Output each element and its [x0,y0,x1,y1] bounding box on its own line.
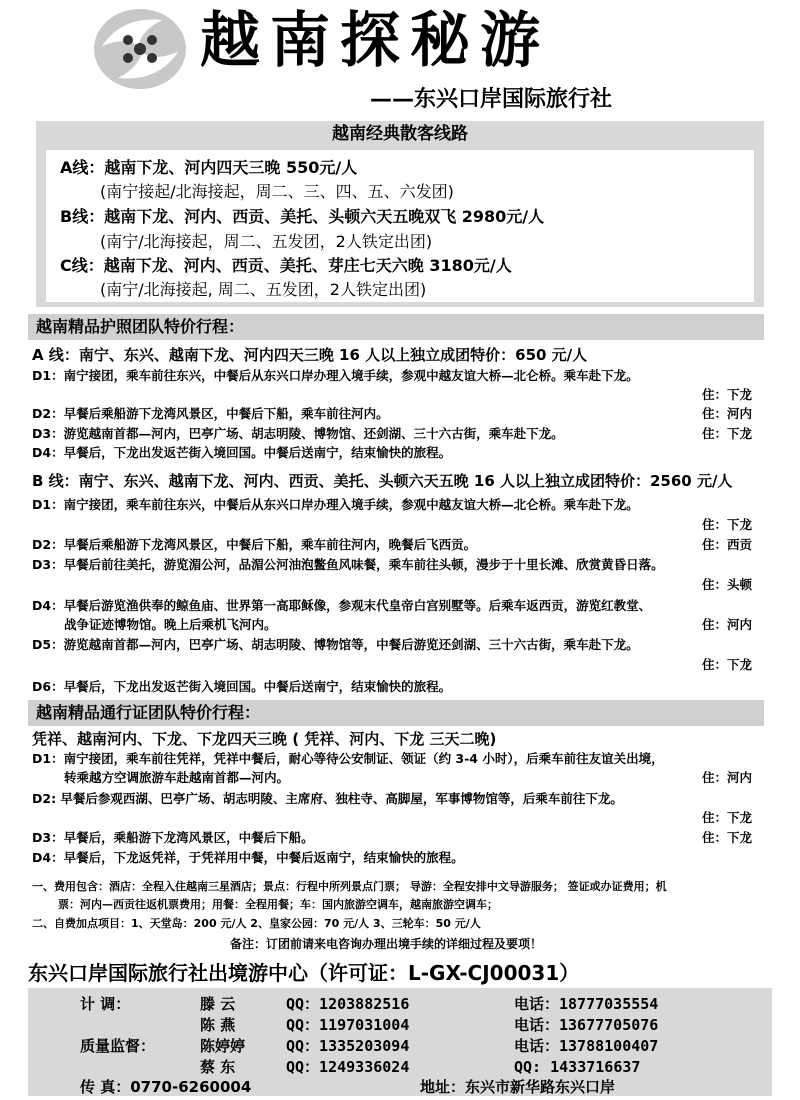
footer-title: 东兴口岸国际旅行社出境游中心（许可证：L-GX-CJ00031） [28,961,580,985]
contact-qq: QQ：1335203094 [286,1037,410,1055]
route-b-day4: D4：早餐后游览渔供奉的鲸鱼庙、世界第一高耶稣像，参观末代皇帝白宫别墅等。后乘车返西贡，游览红教堂、 [32,598,652,613]
passport-route-b: B 线：南宁、东兴、越南下龙、河内、西贡、美托、头顿六天五晚 16 人以上独立成团特价：2560 元/人 [32,472,733,490]
route-b-day5-stay: 住：下龙 [702,657,753,672]
permit-day1-stay: 住：河内 [702,770,753,785]
classic-line-b: B线：越南下龙、河内、西贡、美托、头顿六天五晚双飞 2980元/人 [60,207,545,226]
route-a-day3: D3：游览越南首都—河内，巴亭广场、胡志明陵、博物馆、还剑湖、三十六古街，乘车赴下龙。 [32,426,564,441]
flower-swirl-logo-icon [92,6,188,92]
classic-routes-heading: 越南经典散客线路 [332,124,468,144]
contact-phone: 电话：18777035554 [514,995,659,1013]
contact-phone: QQ: 1433716637 [514,1058,641,1076]
classic-line-a: A线：越南下龙、河内四天三晚 550元/人 [60,158,358,177]
quality-label: 质量监督： [80,1037,156,1055]
contact-qq: QQ：1203882516 [286,995,410,1013]
route-a-day2: D2：早餐后乘船游下龙湾风景区，中餐后下船，乘车前往河内。 [32,406,389,421]
route-b-day3: D3：早餐后前往美托，游览湄公河，品湄公河油泡鳖鱼风味餐，乘车前往头顿，漫步于十里长滩、欣赏黄昏日落。 [32,557,664,572]
notes-optional: 二、自费加点项目：1、天堂岛：200 元/人 2、皇家公园：70 元/人 3、三轮车：50 元/人 [32,917,481,930]
route-b-day1-stay: 住：下龙 [702,517,753,532]
notes-included-2: 票：河内—西贡往返机票费用；用餐：全程用餐；车：国内旅游空调车，越南旅游空调车； [58,898,498,911]
permit-day2: D2: 早餐后参观西湖、巴亭广场、胡志明陵、主席府、独柱寺、高脚屋，军事博物馆等，后乘车前往下龙。 [32,791,623,806]
route-b-day2-stay: 住：西贡 [702,537,753,552]
passport-tours-heading: 越南精品护照团队特价行程： [28,314,764,340]
contact-qq: QQ：1249336024 [286,1058,410,1076]
route-a-day1-stay: 住：下龙 [702,387,753,402]
route-b-day2: D2：早餐后乘船游下龙湾风景区，中餐后下船，乘车前往河内，晚餐后飞西贡。 [32,537,477,552]
passport-route-a: A 线：南宁、东兴、越南下龙、河内四天三晚 16 人以上独立成团特价：650 元/人 [32,346,588,364]
route-a-day1: D1：南宁接团，乘车前往东兴，中餐后从东兴口岸办理入境手续，参观中越友谊大桥—北仑桥。乘车赴下龙。 [32,368,639,383]
fax-line: 传 真：0770-6260004 [80,1078,252,1096]
route-b-day6: D6：早餐后，下龙出发返芒街入境回国。中餐后送南宁，结束愉快的旅程。 [32,679,452,694]
notes-included-1: 一、费用包含：酒店：全程入住越南三星酒店；景点：行程中所列景点门票； 导游：全程安排中文导游服务； 签证或办证费用；机 [32,880,667,893]
contact-name: 蔡 东 [200,1058,236,1076]
route-a-day3-stay: 住：下龙 [702,426,753,441]
route-a-day4: D4：早餐后，下龙出发返芒街入境回国。中餐后送南宁，结束愉快的旅程。 [32,445,452,460]
agency-subtitle: ——东兴口岸国际旅行社 [370,87,613,112]
route-b-day5: D5：游览越南首都—河内，巴亭广场、胡志明陵、博物馆等，中餐后游览还剑湖、三十六古街，乘车赴下龙。 [32,637,639,652]
contact-name: 滕 云 [200,995,236,1013]
contact-qq: QQ：1197031004 [286,1016,410,1034]
remark-text: 备注：订团前请来电咨询办理出境手续的详细过程及要项！ [230,937,543,951]
permit-day1-cont: 转乘越方空调旅游车赴越南首都—河内。 [64,770,290,785]
permit-day2-stay: 住：下龙 [702,810,753,825]
address-line: 地址：东兴市新华路东兴口岸 [420,1078,616,1096]
contact-name: 陈 燕 [200,1016,236,1034]
contact-phone: 电话：13677705076 [514,1016,659,1034]
classic-line-a-detail: (南宁接起/北海接起，周二、三、四、五、六发团) [100,182,454,201]
contact-phone: 电话：13788100407 [514,1037,659,1055]
classic-line-b-detail: (南宁/北海接起，周二、五发团，2人铁定出团) [100,232,433,251]
permit-route: 凭祥、越南河内、下龙、下龙四天三晚 ( 凭祥、河内、下龙 三天二晚) [32,730,497,748]
route-b-day4-stay: 住：河内 [702,617,753,632]
classic-line-c: C线：越南下龙、河内、西贡、美托、芽庄七天六晚 3180元/人 [60,256,512,275]
permit-day1: D1：南宁接团，乘车前往凭祥，凭祥中餐后，耐心等待公安制证、领证（约 3-4 小时），后乘车前往友谊关出境， [32,751,664,766]
classic-line-c-detail: (南宁/北海接起, 周二、五发团，2人铁定出团) [100,280,427,299]
permit-day4: D4：早餐后，下龙返凭祥，于凭祥用中餐，中餐后返南宁，结束愉快的旅程。 [32,850,464,865]
contact-name: 陈婷婷 [200,1037,246,1055]
page-title: 越南探秘游 [200,6,550,76]
permit-day3-stay: 住：下龙 [702,830,753,845]
permit-tours-heading: 越南精品通行证团队特价行程： [28,700,764,726]
route-a-day2-stay: 住：河内 [702,406,753,421]
route-b-day4-cont: 战争证迹博物馆。晚上后乘机飞河内。 [64,617,277,632]
route-b-day1: D1：南宁接团，乘车前往东兴，中餐后从东兴口岸办理入境手续，参观中越友谊大桥—北仑桥。乘车赴下龙。 [32,497,639,512]
permit-day3: D3：早餐后，乘船游下龙湾风景区，中餐后下船。 [32,830,314,845]
planner-label: 计 调： [80,995,131,1013]
route-b-day3-stay: 住：头顿 [702,577,753,592]
